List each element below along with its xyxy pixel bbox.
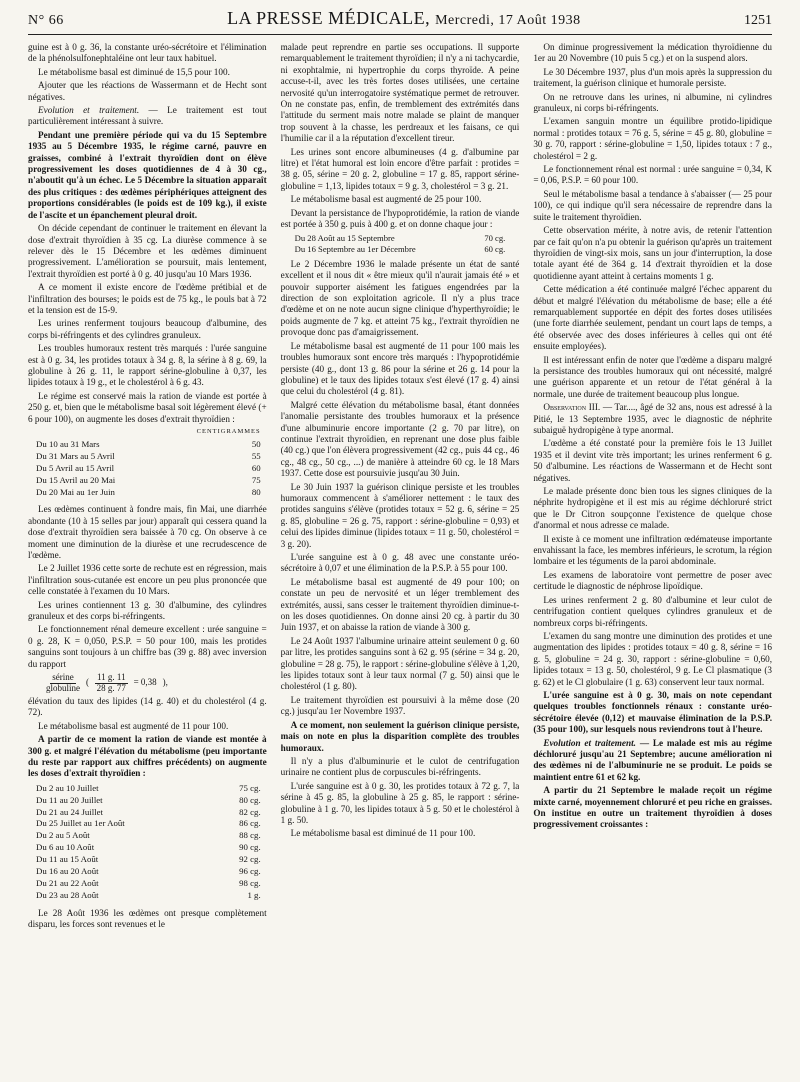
paragraph-text: — Tar...., âgé de 32 ans, nous est adressé à la Pitié, le 13 Septembre 1935, avec le diagnostic de néphrite subaiguë hydropigène à type anormal.: [533, 402, 772, 435]
list-item: [36, 807, 267, 819]
list-item: [36, 866, 267, 878]
paragraph: L'urée sanguine est à 0 g. 30, les protides totaux à 72 g. 7, la sérine à 45 g. 85, la globuline à 25 g. 85, le rapport : sérine-globuline à 1 g. 70, les lipides totaux à 5 g. 50 et le cholestérol à 1 g. 50.: [280, 780, 520, 825]
list-item-value: 60 cg.: [484, 243, 506, 254]
list-item: [36, 795, 267, 807]
paragraph: Cette médication a été continuée malgré l'échec apparent du début et malgré l'élévation du métabolisme de base; elle a été remarquablement supportée en dépit des fortes doses utilisées (une forte diarrhée seulement, pendant un court laps de temps, a été observée avec des doses inférieures à celles qui ont été ensuite employées).: [533, 284, 772, 352]
list-item-value: 92 cg.: [239, 854, 261, 865]
paragraph: Le 2 Juillet 1936 cette sorte de rechute est en régression, mais l'infiltration sous-cutanée est encore un peu plus prononcée que celle constatée à l'examen du 10 Mars.: [28, 563, 267, 597]
list-item-label: Du 25 Juillet au 1er Août: [36, 818, 125, 829]
dose-list-2: [36, 783, 267, 902]
article-columns: [28, 42, 772, 1078]
paragraph: Les urines sont encore albumineuses (4 g. d'albumine par litre) et l'état humoral est loin encore d'être parfait : protides = 38 g. 05, sérine = 20 g. 2, globuline = 17 g. 85, rapport sérine-globuline = 1,13, lipides totaux = 9 g. 3, cholestérol = 3 g. 21.: [280, 146, 520, 191]
list-item: [36, 830, 267, 842]
paragraph: On diminue progressivement la médication thyroïdienne du 1er au 20 Novembre (10 puis 5 cg.) et on la suspend alors.: [533, 42, 772, 64]
paragraph: Les examens de laboratoire vont permettre de poser avec certitude le diagnostic de néphrose lipoïdique.: [533, 569, 772, 592]
column-1: [28, 42, 267, 1078]
paragraph: Pendant une première période qui va du 15 Septembre 1935 au 5 Décembre 1935, le régime carné, pauvre en graisses, combiné à l'extrait thyroïdien dont on élève progressivement les doses quotidiennes de 4 à 30 cg., n'aboutit qu'à un échec. Le 5 Décembre la situation apparaît des plus critiques : des œdèmes périphériques atteignent des proportions considérables (le poids est de 109 kg.), il existe de l'ascite et un épanchement pleural droit.: [28, 129, 267, 220]
list-item-value: 75 cg.: [239, 782, 261, 793]
paragraph: Le métabolisme basal est augmenté de 11 pour 100 mais les troubles humoraux sont encore très marqués : l'hypoprotidémie persiste (40 g., dont 13 g. 86 pour la sérine et 26 g. 14 pour la globuline) et le taux des lipides totaux s'est élevé (17 g. 4) ainsi que celui du cholestérol (4 g. 81).: [280, 340, 520, 397]
list-item: [36, 783, 267, 795]
paragraph: Les œdèmes continuent à fondre mais, fin Mai, une diarrhée abondante (10 à 15 selles par jour) apparaît qui cessera quand la dose d'extrait thyroïdien sera baissée à 70 cg. On observe à ce moment une diminution de la diurèse et une recrudescence de l'œdème.: [28, 504, 267, 561]
issue-number: N° 66: [28, 13, 64, 28]
paragraph: Il existe à ce moment une infiltration œdémateuse importante envahissant la face, les membres inférieurs, le scrotum, la région lombaire et les téguments de la paroi abdominale.: [533, 533, 772, 567]
paragraph: A ce moment il existe encore de l'œdème prétibial et de l'infiltration des bourses; le poids est de 75 kg., le pouls bat à 72 et la tension est de 15-9.: [28, 282, 267, 315]
paragraph: [533, 402, 772, 436]
paragraph: Il est intéressant enfin de noter que l'œdème a disparu malgré la persistance des troubles humoraux qui ont nécessité, malgré une guérison apparente et un retour de l'état général à la normale, une durée de traitement beaucoup plus longue.: [533, 354, 772, 399]
list-item-label: Du 2 au 10 Juillet: [36, 782, 99, 793]
list-item-value: 96 cg.: [239, 865, 261, 876]
paragraph: [28, 105, 267, 128]
list-item-value: 75: [251, 474, 261, 485]
paragraph: L'œdème a été constaté pour la première fois le 13 Juillet 1935 et il devint vite très important; les urines renferment 6 g. 50 d'albumine. Les réactions de Wassermann et de Hecht sont négatives.: [533, 438, 772, 483]
paragraph: Le malade présente donc bien tous les signes cliniques de la néphrite hydropigène et il est mis au régime déchloruré strict que le Dr Citron soupçonne l'existence de quelque chose d'anormal et nous adresse ce malade.: [533, 486, 772, 531]
section-title: Evolution et traitement.: [38, 105, 140, 116]
page-number: 1251: [744, 13, 772, 28]
list-item: [36, 487, 267, 499]
list-item-label: Du 23 au 28 Août: [36, 889, 99, 900]
paragraph: malade peut reprendre en partie ses occupations. Il supporte remarquablement le traitement thyroïdien; il n'y a ni tachycardie, ni exophtalmie, ni hypertrophie du corps thyroïde. A peine accuse-t-il, avec les très fortes doses utilisées, une certaine nervosité qu'un interrogatoire systématique permet de retrouver. On ne constate pas, enfin, de tremblement des extrémités dans l'attitude du serment mais notre malade se plaint de manquer trop souvent à la chasse, les perdreaux et les faisans, ce qui l'humilie car il a la réputation d'excellent tireur.: [280, 42, 520, 144]
paragraph: Les urines renferment toujours beaucoup d'albumine, des corps bi-réfringents et des cylindres granuleux.: [28, 318, 267, 340]
list-item: [36, 439, 267, 451]
paragraph: Le 28 Août 1936 les œdèmes ont presque complètement disparu, les forces sont revenues et le: [28, 907, 267, 929]
list-item: [281, 233, 520, 244]
paragraph: Seul le métabolisme basal a tendance à s'abaisser (— 25 pour 100), ce qui indique qu'il sera nécessaire de reprendre dans la suite le traitement thyroïdien.: [533, 188, 772, 222]
list-item: [36, 463, 267, 475]
list-item: [36, 854, 267, 866]
paragraph: A ce moment, non seulement la guérison clinique persiste, mais on note en plus la disparition complète des troubles humoraux.: [280, 719, 520, 753]
list-item-label: Du 2 au 5 Août: [36, 830, 90, 841]
paragraph: A partir de ce moment la ration de viande est montée à 300 g. et malgré l'élévation du métabolisme (peu importante du reste par rapport aux chiffres précédents) on augmente les doses d'extrait thyroïdien :: [28, 734, 267, 779]
list-item-label: Du 31 Mars au 5 Avril: [36, 450, 115, 461]
list-item: [36, 890, 267, 902]
paragraph: Le fonctionnement rénal est normal : urée sanguine = 0,34, K = 0,06, P.S.P. = 60 pour 100.: [533, 164, 772, 186]
dose-list-3: [281, 233, 520, 255]
list-item-value: 98 cg.: [239, 877, 261, 888]
list-item: [36, 878, 267, 890]
list-item-value: 80 cg.: [239, 794, 261, 805]
observation-title: Observation III.: [543, 402, 601, 413]
paragraph: Malgré cette élévation du métabolisme basal, étant données l'anomalie persistante des troubles humoraux et la présence d'une albuminurie encore importante (2 g. 70 par litre), on continue l'extrait thyroïdien, en reprenant une dose plus faible (40 cg.) que l'on élèvera progressivement (42 cg., puis 44 cg., 46 cg., 48 cg., 50 cg., ...) de manière à atteindre 60 cg. le 18 Mars 1937. Cette dose est poursuivie jusqu'au 30 Juin.: [280, 399, 520, 479]
formula-numerator: 11 g. 11: [97, 672, 126, 683]
list-item-value: 60: [251, 462, 261, 473]
list-item: [36, 818, 267, 830]
ratio-formula: [46, 673, 267, 693]
paragraph: On décide cependant de continuer le traitement en élevant la dose d'extrait thyroïdien à 35 cg. La diurèse commence à se relever dès le 15 Décembre et les œdèmes diminuent progressivement. L'amélioration se poursuit, mais lentement, l'extrait thyroïdien est porté à 0 g. 40 jusqu'au 10 Mars 1936.: [28, 223, 267, 279]
paragraph: Devant la persistance de l'hypoprotidémie, la ration de viande est portée à 350 g. puis à 400 g. et on donne chaque jour :: [280, 207, 520, 230]
paragraph: L'urée sanguine est à 0 g. 48 avec une constante uréo-sécrétoire à 0,07 et une élimination de la P.S.P. à 55 pour 100.: [280, 552, 520, 574]
formula-fraction-left: [46, 673, 80, 693]
list-item-label: Du 21 au 22 Août: [36, 877, 99, 888]
list-item-value: 55: [251, 450, 261, 461]
list-item: [36, 842, 267, 854]
formula-result: = 0,38: [133, 677, 157, 688]
column-2: [281, 42, 520, 1078]
paragraph: Le métabolisme basal est augmenté de 25 pour 100.: [290, 194, 482, 205]
list-unit-header: CENTIGRAMMES: [196, 428, 261, 435]
paragraph: Il n'y a plus d'albuminurie et le culot de centrifugation urinaire ne contient plus de corpuscules bi-réfringents.: [280, 755, 520, 778]
list-item-label: Du 11 au 15 Août: [36, 854, 99, 865]
list-item-value: 70 cg.: [484, 232, 506, 243]
issue-date: Mercredi, 17 Août 1938: [435, 13, 581, 28]
list-item-value: 86 cg.: [239, 818, 261, 829]
paragraph: Le régime est conservé mais la ration de viande est portée à 250 g. et, bien que le métabolisme basal soit légèrement élevé (+ 6 pour 100), on augmente les doses d'extrait thyroïdien :: [28, 390, 267, 424]
paragraph: Les urines renferment 2 g. 80 d'albumine et leur culot de centrifugation contient quelques cylindres granuleux et de nombreux corps bi-réfringents.: [533, 594, 772, 628]
list-item: [281, 244, 520, 255]
paragraph: [533, 738, 772, 784]
list-item: [36, 475, 267, 487]
list-item-label: Du 6 au 10 Août: [36, 842, 95, 853]
list-item-label: Du 21 au 24 Juillet: [36, 806, 103, 817]
list-item-label: Du 15 Avril au 20 Mai: [36, 474, 116, 485]
formula-denominator: globuline: [46, 682, 80, 693]
list-item-value: 88 cg.: [239, 830, 261, 841]
paragraph: A partir du 21 Septembre le malade reçoit un régime mixte carné, moyennement chloruré et peu riche en graisses. On institue en outre un traitement thyroïdien à doses progressivement croissantes :: [533, 785, 772, 830]
journal-name: LA PRESSE MÉDICALE,: [227, 8, 431, 28]
paragraph: Le 2 Décembre 1936 le malade présente un état de santé excellent et il nous dit « être mieux qu'il n'aurait jamais été » et pouvoir supporter aisément les fatigues engendrées par la direction de son exploitation agricole. Il n'y a plus trace d'œdème et on ne note aucun signe clinique d'hyperthyroïdie; le poids augmente de 7 kg. et atteint 75 kg., l'extrait thyroïdien ne provoque donc pas d'amaigrissement.: [280, 258, 520, 338]
list-item-label: Du 20 Mai au 1er Juin: [36, 486, 115, 497]
list-item: [36, 451, 267, 463]
formula-denominator: 28 g. 77: [96, 682, 126, 693]
list-item-label: Du 5 Avril au 15 Avril: [36, 462, 115, 473]
paragraph: Le traitement thyroïdien est poursuivi à la même dose (20 cg.) jusqu'au 1er Novembre 1937.: [280, 694, 520, 717]
paragraph: Les troubles humoraux restent très marqués : l'urée sanguine est à 0 g. 34, les protides totaux à 34 g. 8, la sérine à 8 g. 69, la globuline à 26 g. 11, le rapport sérine-globuline à 0,37, les lipides totaux à 19 g., et le cholestérol à 6 g. 43.: [28, 343, 267, 388]
paragraph: Le 30 Décembre 1937, plus d'un mois après la suppression du traitement, la guérison clinique et humorale persiste.: [533, 66, 772, 89]
paragraph: Le métabolisme basal est diminué de 11 pour 100.: [290, 828, 476, 839]
paragraph: Le fonctionnement rénal demeure excellent : urée sanguine = 0 g. 28, K = 0,050, P.S.P. = 50 pour 100, mais les protides sanguins sont toujours à un chiffre bas (39 g. 88) avec inversion du rapport: [28, 624, 267, 669]
formula-numerator: sérine: [52, 672, 74, 683]
paragraph: guine est à 0 g. 36, la constante uréo-sécrétoire et l'élimination de la phénolsulfonephtaléine ont leur taux habituel.: [28, 42, 267, 64]
list-item-label: Du 28 Août au 15 Septembre: [294, 232, 395, 243]
paragraph: Le 30 Juin 1937 la guérison clinique persiste et les troubles humoraux commencent à s'améliorer nettement : le taux des protides sanguins s'élève (protides totaux = 52 g. 6, sérine = 25 g. 85, globuline = 26 g. 75, rapport : sérine-globuline = 0,93) et celui des lipides diminue (lipides totaux = 11 g. 50, cholestérol = 3 g. 20).: [280, 481, 520, 549]
paragraph: Le métabolisme basal est augmenté de 11 pour 100.: [38, 720, 229, 731]
list-item-value: 80: [251, 486, 261, 497]
formula-paren-open: (: [86, 677, 89, 688]
paragraph-text: — Le malade est mis au régime déchloruré jusqu'au 21 Septembre; aucune amélioration ni des œdèmes ni de l'albuminurie ne se produit. Le poids se maintient entre 61 et 62 kg.: [533, 737, 772, 782]
dose-list-1: [36, 439, 267, 498]
column-3: [533, 42, 772, 1078]
paragraph: L'examen du sang montre une diminution des protides et une augmentation des lipides : protides totaux = 40 g. 8, sérine = 16 g. 5, globuline = 24 g. 30, rapport : sérine-globuline = 0,60, lipides totaux = 13 g. 50, cholestérol, 9 g. Le Cl plasmatique (3 g. 62) et le Cl globulaire (1 g. 63) conservent leur taux normal.: [533, 630, 772, 687]
paragraph: L'examen sanguin montre un équilibre protido-lipidique normal : protides totaux = 76 g. 5, sérine = 45 g. 80, globuline = 30 g. 70, rapport : sérine-globuline = 1,50, lipides totaux : 7 g., cholestérol = 2 g.: [533, 116, 772, 161]
paragraph: Le 24 Août 1937 l'albumine urinaire atteint seulement 0 g. 60 par litre, les protides sanguins sont à 62 g. 95 (sérine = 34 g. 20, globuline = 28 g. 75), le rapport : sérine-globuline s'élève à 1,20, les lipides totaux sont à leur taux normal (7 g. 50) ainsi que le cholestérol (1 g. 80).: [280, 635, 520, 692]
list-item-label: Du 16 Septembre au 1er Décembre: [294, 243, 416, 254]
paragraph: On ne retrouve dans les urines, ni albumine, ni cylindres granuleux, ni corps bi-réfringents.: [533, 91, 772, 114]
journal-title: [227, 8, 581, 29]
list-item-value: 50: [251, 439, 261, 450]
formula-paren-close: ),: [162, 677, 168, 688]
list-item-value: 1 g.: [247, 889, 261, 900]
list-item-label: Du 11 au 20 Juillet: [36, 794, 103, 805]
paragraph: L'urée sanguine est à 0 g. 30, mais on note cependant quelques troubles fonctionnels rénaux : constante uréo-sécrétoire élevée (0,12) et mauvaise élimination de la P.S.P. (35 pour 100), sur lesquels nous reviendrons tout à l'heure.: [533, 689, 772, 735]
list-item-label: Du 10 au 31 Mars: [36, 439, 100, 450]
paragraph: élévation du taux des lipides (14 g. 40) et du cholestérol (4 g. 72).: [28, 695, 267, 718]
paragraph: Le métabolisme basal est augmenté de 49 pour 100; on constate un peu de nervosité et un léger tremblement des extrémités, aussi, sans cesser le traitement thyroïdien diminue-t-on les doses quotidiennes. On donne ainsi 20 cg. à partir du 30 Juin 1937, et on abaisse la ration de viande à 300 g.: [280, 576, 520, 633]
paragraph: Le métabolisme basal est diminué de 15,5 pour 100.: [38, 66, 230, 77]
paragraph-text: — Le traitement est tout particulièrement intéressant à suivre.: [28, 105, 267, 127]
paragraph: Cette observation mérite, à notre avis, de retenir l'attention par ce fait qu'on n'a pu obtenir la guérison qu'après un traitement thyroïdien de vingt-six mois, sans un jour d'interruption, la dose totale ayant été de 364 g. 14 d'extrait thyroïdien et la dose quotidienne ayant atteint à certains moments 1 g.: [533, 225, 772, 281]
list-item-value: 82 cg.: [239, 806, 261, 817]
list-item-label: Du 16 au 20 Août: [36, 865, 99, 876]
section-title: Evolution et traitement.: [543, 737, 636, 748]
list-item-value: 90 cg.: [239, 842, 261, 853]
page-header: [28, 8, 772, 35]
paragraph: Les urines contiennent 13 g. 30 d'albumine, des cylindres granuleux et des corps bi-réfringents.: [28, 599, 267, 622]
paragraph: Ajouter que les réactions de Wassermann et de Hecht sont négatives.: [28, 80, 267, 102]
formula-fraction-mid: [95, 673, 128, 693]
